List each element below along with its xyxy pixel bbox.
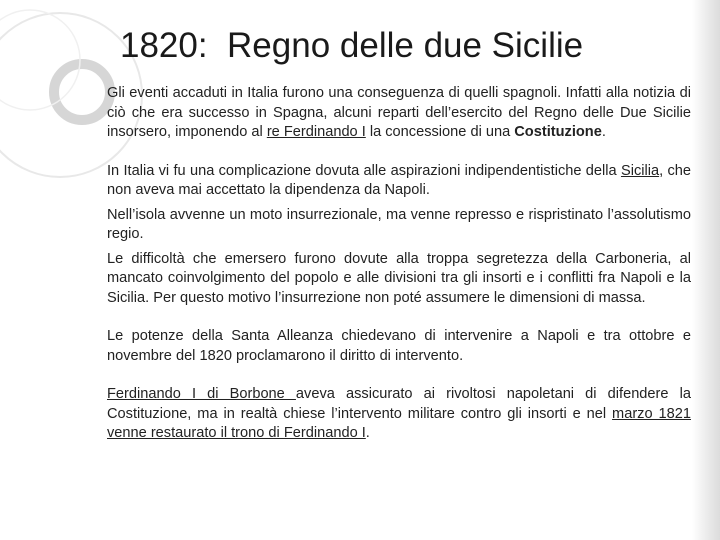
paragraph-6-text-b: .	[365, 425, 370, 441]
paragraph-1	[107, 84, 691, 143]
link-marzo-1821[interactable]: marzo 1821 venne restaurato il trono di Ferdinando I	[107, 405, 691, 441]
paragraph-6	[107, 385, 691, 444]
paragraph-1-text-b: la concessione di una	[365, 124, 515, 140]
link-ferdinando-borbone[interactable]: Ferdinando I di Borbone	[107, 386, 296, 402]
paragraph-5: Le potenze della Santa Alleanza chiedevano di intervenire a Napoli e tra ottobre e novembre del 1820 proclamarono il diritto di intervento.	[107, 328, 691, 364]
faint-circle-outline	[0, 10, 80, 110]
paragraph-1-text-a: Gli eventi accaduti in Italia furono una conseguenza di quelli spagnoli. Infatti alla notizia di ciò che era successo in Spagna, alcuni reparti dell’esercito del Regno delle Due Sicilie insorsero, imponendo al	[107, 85, 691, 140]
paragraph-1-text-c: .	[601, 124, 606, 140]
right-gradient-band	[692, 0, 720, 540]
paragraph-2-text-a: In Italia vi fu una complicazione dovuta alle aspirazioni indipendentistiche della	[107, 162, 621, 179]
paragraph-2-text-b: , che non aveva mai accettato la dipendenza da Napoli.	[107, 162, 691, 198]
link-re-ferdinando[interactable]: re Ferdinando I	[266, 124, 366, 140]
paragraph-2	[107, 162, 691, 201]
paragraph-4: Le difficoltà che emersero furono dovute alla troppa segretezza della Carboneria, al mancato coinvolgimento del popolo e alle divisioni tra gli insorti e i conflitti fra Napoli e la Sicilia. Per questo motivo l’insurrezione non poté assumere le dimensioni di massa.	[107, 250, 691, 306]
paragraph-6-text-a: aveva assicurato ai rivoltosi napoletani di difendere la Costituzione, ma in realtà chiese l’intervento militare contro gli insorti e nel	[107, 386, 691, 422]
slide-title: 1820: Regno delle due Sicilie	[120, 26, 584, 65]
slide-body	[107, 84, 691, 444]
costituzione-bold: Costituzione	[514, 124, 602, 140]
link-sicilia[interactable]: Sicilia	[620, 162, 660, 179]
small-circle-ring	[54, 64, 110, 120]
paragraph-3: Nell’isola avvenne un moto insurrezionale, ma venne represso e rispristinato l’assolutismo regio.	[107, 206, 691, 242]
